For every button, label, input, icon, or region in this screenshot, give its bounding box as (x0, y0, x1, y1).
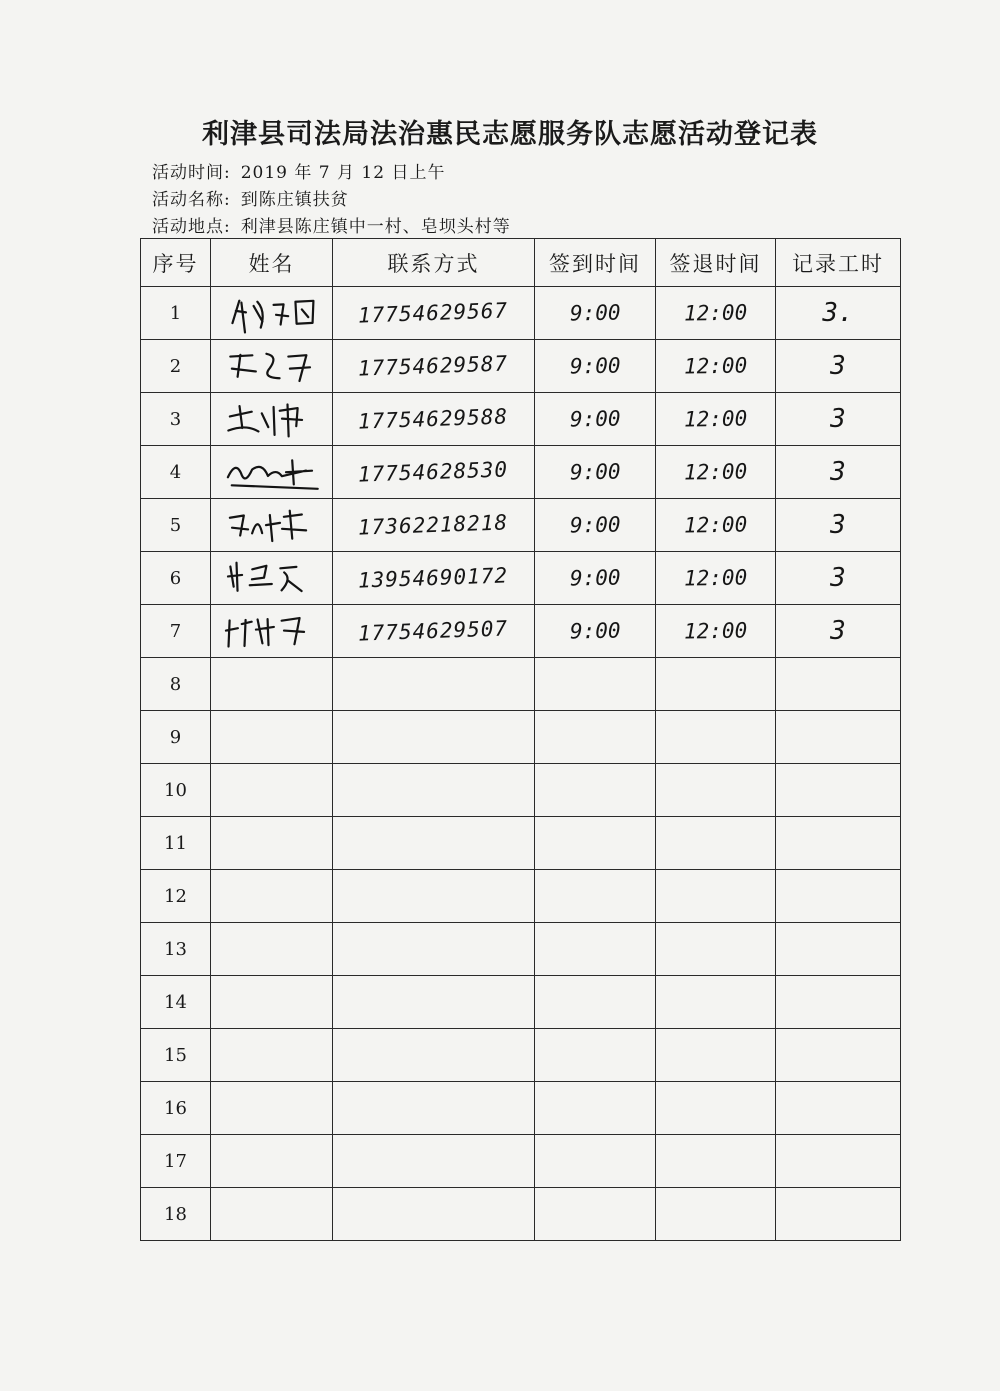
row-sign-out-time (656, 1029, 776, 1082)
row-phone (333, 605, 535, 658)
row-sign-in-time-text: 9:00 (569, 459, 621, 485)
row-number: 6 (141, 552, 211, 605)
row-sign-out-time (656, 870, 776, 923)
row-sign-out-time-text: 12:00 (683, 565, 748, 591)
row-sign-out-time-text: 12:00 (683, 618, 748, 644)
row-number: 8 (141, 658, 211, 711)
row-sign-in-time (535, 817, 656, 870)
row-hours (776, 817, 901, 870)
table-row (141, 711, 901, 764)
table-row (141, 658, 901, 711)
row-phone (333, 340, 535, 393)
table-row (141, 1188, 901, 1241)
row-sign-in-time-text: 9:00 (569, 300, 621, 326)
row-name-signature (211, 605, 333, 658)
row-hours (776, 499, 901, 552)
row-hours (776, 923, 901, 976)
row-hours (776, 1082, 901, 1135)
row-hours (776, 976, 901, 1029)
table-row (141, 499, 901, 552)
row-hours-text: 3. (822, 298, 854, 328)
row-hours (776, 552, 901, 605)
row-name-signature (211, 1082, 333, 1135)
handwritten-signature (221, 554, 322, 601)
row-number: 5 (141, 499, 211, 552)
row-sign-in-time-text: 9:00 (569, 512, 621, 538)
row-sign-in-time-text: 9:00 (569, 353, 621, 379)
handwritten-signature (221, 449, 322, 495)
row-sign-out-time (656, 1135, 776, 1188)
row-name-signature (211, 976, 333, 1029)
handwritten-signature (221, 395, 322, 442)
activity-place-value: 利津县陈庄镇中一村、皂坝头村等 (240, 217, 511, 237)
row-sign-in-time (535, 1135, 656, 1188)
row-name-signature (211, 340, 333, 393)
activity-place-label: 活动地点: (152, 217, 231, 237)
row-sign-out-time (656, 446, 776, 499)
row-phone (333, 446, 535, 499)
row-number: 10 (141, 764, 211, 817)
row-hours (776, 340, 901, 393)
row-sign-out-time (656, 552, 776, 605)
table-row (141, 1029, 901, 1082)
row-sign-out-time-text: 12:00 (683, 406, 748, 432)
activity-time-value: 2019 年 7 月 12 日上午 (240, 163, 446, 183)
row-name-signature (211, 870, 333, 923)
row-sign-in-time-text: 9:00 (569, 565, 621, 591)
row-hours (776, 446, 901, 499)
row-sign-out-time (656, 711, 776, 764)
header-sign-out: 签退时间 (656, 239, 776, 287)
row-name-signature (211, 1188, 333, 1241)
table-row (141, 605, 901, 658)
row-sign-in-time (535, 764, 656, 817)
form-title: 利津县司法局法治惠民志愿服务队志愿活动登记表 (202, 119, 818, 150)
row-sign-out-time (656, 817, 776, 870)
row-phone (333, 1029, 535, 1082)
row-phone (333, 658, 535, 711)
activity-name-label: 活动名称: (152, 190, 231, 210)
row-sign-out-time (656, 923, 776, 976)
header-sign-in: 签到时间 (535, 239, 656, 287)
row-sign-in-time (535, 711, 656, 764)
row-hours-text: 3 (830, 563, 846, 593)
row-phone (333, 711, 535, 764)
row-hours (776, 1188, 901, 1241)
table-row (141, 287, 901, 340)
table-row (141, 923, 901, 976)
row-sign-out-time (656, 658, 776, 711)
row-sign-in-time (535, 552, 656, 605)
row-sign-out-time (656, 340, 776, 393)
activity-name (152, 185, 349, 210)
row-name-signature (211, 817, 333, 870)
row-name-signature (211, 393, 333, 446)
row-phone-text: 17362218218 (358, 510, 509, 540)
row-name-signature (211, 711, 333, 764)
row-number: 7 (141, 605, 211, 658)
row-hours (776, 764, 901, 817)
row-phone (333, 923, 535, 976)
table-row (141, 1082, 901, 1135)
row-phone-text: 13954690172 (358, 563, 509, 593)
handwritten-signature (221, 502, 322, 548)
row-name-signature (211, 658, 333, 711)
row-sign-in-time (535, 340, 656, 393)
row-sign-out-time (656, 1188, 776, 1241)
row-sign-in-time (535, 393, 656, 446)
row-sign-out-time-text: 12:00 (683, 512, 748, 538)
table-row (141, 870, 901, 923)
row-hours (776, 1135, 901, 1188)
row-sign-in-time (535, 1082, 656, 1135)
handwritten-signature (220, 288, 322, 337)
row-hours (776, 393, 901, 446)
row-name-signature (211, 287, 333, 340)
row-sign-out-time-text: 12:00 (683, 300, 748, 326)
row-sign-in-time (535, 923, 656, 976)
volunteer-register-table (140, 238, 901, 1241)
row-sign-in-time (535, 976, 656, 1029)
activity-name-value: 到陈庄镇扶贫 (240, 190, 349, 210)
row-sign-in-time (535, 658, 656, 711)
row-phone (333, 764, 535, 817)
row-sign-in-time (535, 499, 656, 552)
row-sign-out-time (656, 393, 776, 446)
row-number: 9 (141, 711, 211, 764)
row-number: 14 (141, 976, 211, 1029)
row-sign-out-time (656, 1082, 776, 1135)
table-row (141, 817, 901, 870)
row-hours (776, 870, 901, 923)
row-number: 11 (141, 817, 211, 870)
table-row (141, 340, 901, 393)
row-name-signature (211, 552, 333, 605)
row-number: 15 (141, 1029, 211, 1082)
row-sign-out-time (656, 287, 776, 340)
row-hours-text: 3 (830, 351, 846, 381)
table-row (141, 552, 901, 605)
header-contact: 联系方式 (333, 239, 535, 287)
row-name-signature (211, 1135, 333, 1188)
row-hours (776, 1029, 901, 1082)
row-phone (333, 870, 535, 923)
row-sign-out-time (656, 499, 776, 552)
row-phone (333, 499, 535, 552)
row-hours-text: 3 (830, 616, 846, 646)
table-header-row (141, 239, 901, 287)
activity-time-label: 活动时间: (152, 163, 231, 183)
row-phone (333, 287, 535, 340)
row-sign-out-time (656, 764, 776, 817)
row-number: 2 (141, 340, 211, 393)
row-phone (333, 552, 535, 605)
row-sign-in-time-text: 9:00 (569, 618, 621, 644)
row-hours (776, 605, 901, 658)
header-name: 姓名 (211, 239, 333, 287)
row-phone (333, 976, 535, 1029)
row-hours-text: 3 (830, 510, 846, 540)
handwritten-signature (221, 342, 322, 389)
table-row (141, 1135, 901, 1188)
row-name-signature (211, 499, 333, 552)
activity-time (152, 158, 445, 183)
header-hours: 记录工时 (776, 239, 901, 287)
row-number: 1 (141, 287, 211, 340)
table-row (141, 976, 901, 1029)
row-number: 13 (141, 923, 211, 976)
row-hours (776, 287, 901, 340)
table-row (141, 764, 901, 817)
row-hours (776, 711, 901, 764)
row-sign-out-time (656, 976, 776, 1029)
table-row (141, 393, 901, 446)
activity-place (152, 212, 511, 237)
row-number: 12 (141, 870, 211, 923)
row-sign-in-time (535, 605, 656, 658)
row-sign-out-time (656, 605, 776, 658)
row-sign-in-time (535, 287, 656, 340)
row-hours (776, 658, 901, 711)
row-sign-in-time (535, 446, 656, 499)
row-hours-text: 3 (830, 404, 846, 434)
table-row (141, 446, 901, 499)
row-sign-out-time-text: 12:00 (683, 459, 748, 485)
handwritten-signature (221, 607, 322, 654)
row-phone-text: 17754628530 (358, 457, 509, 487)
row-phone (333, 1188, 535, 1241)
row-name-signature (211, 1029, 333, 1082)
row-hours-text: 3 (830, 457, 846, 487)
row-number: 18 (141, 1188, 211, 1241)
row-sign-in-time (535, 870, 656, 923)
row-phone-text: 17754629507 (358, 616, 509, 646)
header-no: 序号 (141, 239, 211, 287)
row-name-signature (211, 923, 333, 976)
row-sign-in-time (535, 1029, 656, 1082)
row-sign-out-time-text: 12:00 (683, 353, 748, 379)
row-number: 3 (141, 393, 211, 446)
row-phone (333, 1135, 535, 1188)
row-name-signature (211, 446, 333, 499)
row-sign-in-time-text: 9:00 (569, 406, 621, 432)
row-sign-in-time (535, 1188, 656, 1241)
row-number: 16 (141, 1082, 211, 1135)
row-phone (333, 1082, 535, 1135)
row-number: 17 (141, 1135, 211, 1188)
row-name-signature (211, 764, 333, 817)
row-phone-text: 17754629587 (358, 351, 509, 381)
row-phone (333, 393, 535, 446)
row-phone (333, 817, 535, 870)
row-phone-text: 17754629567 (358, 298, 509, 328)
row-phone-text: 17754629588 (358, 404, 509, 434)
row-number: 4 (141, 446, 211, 499)
